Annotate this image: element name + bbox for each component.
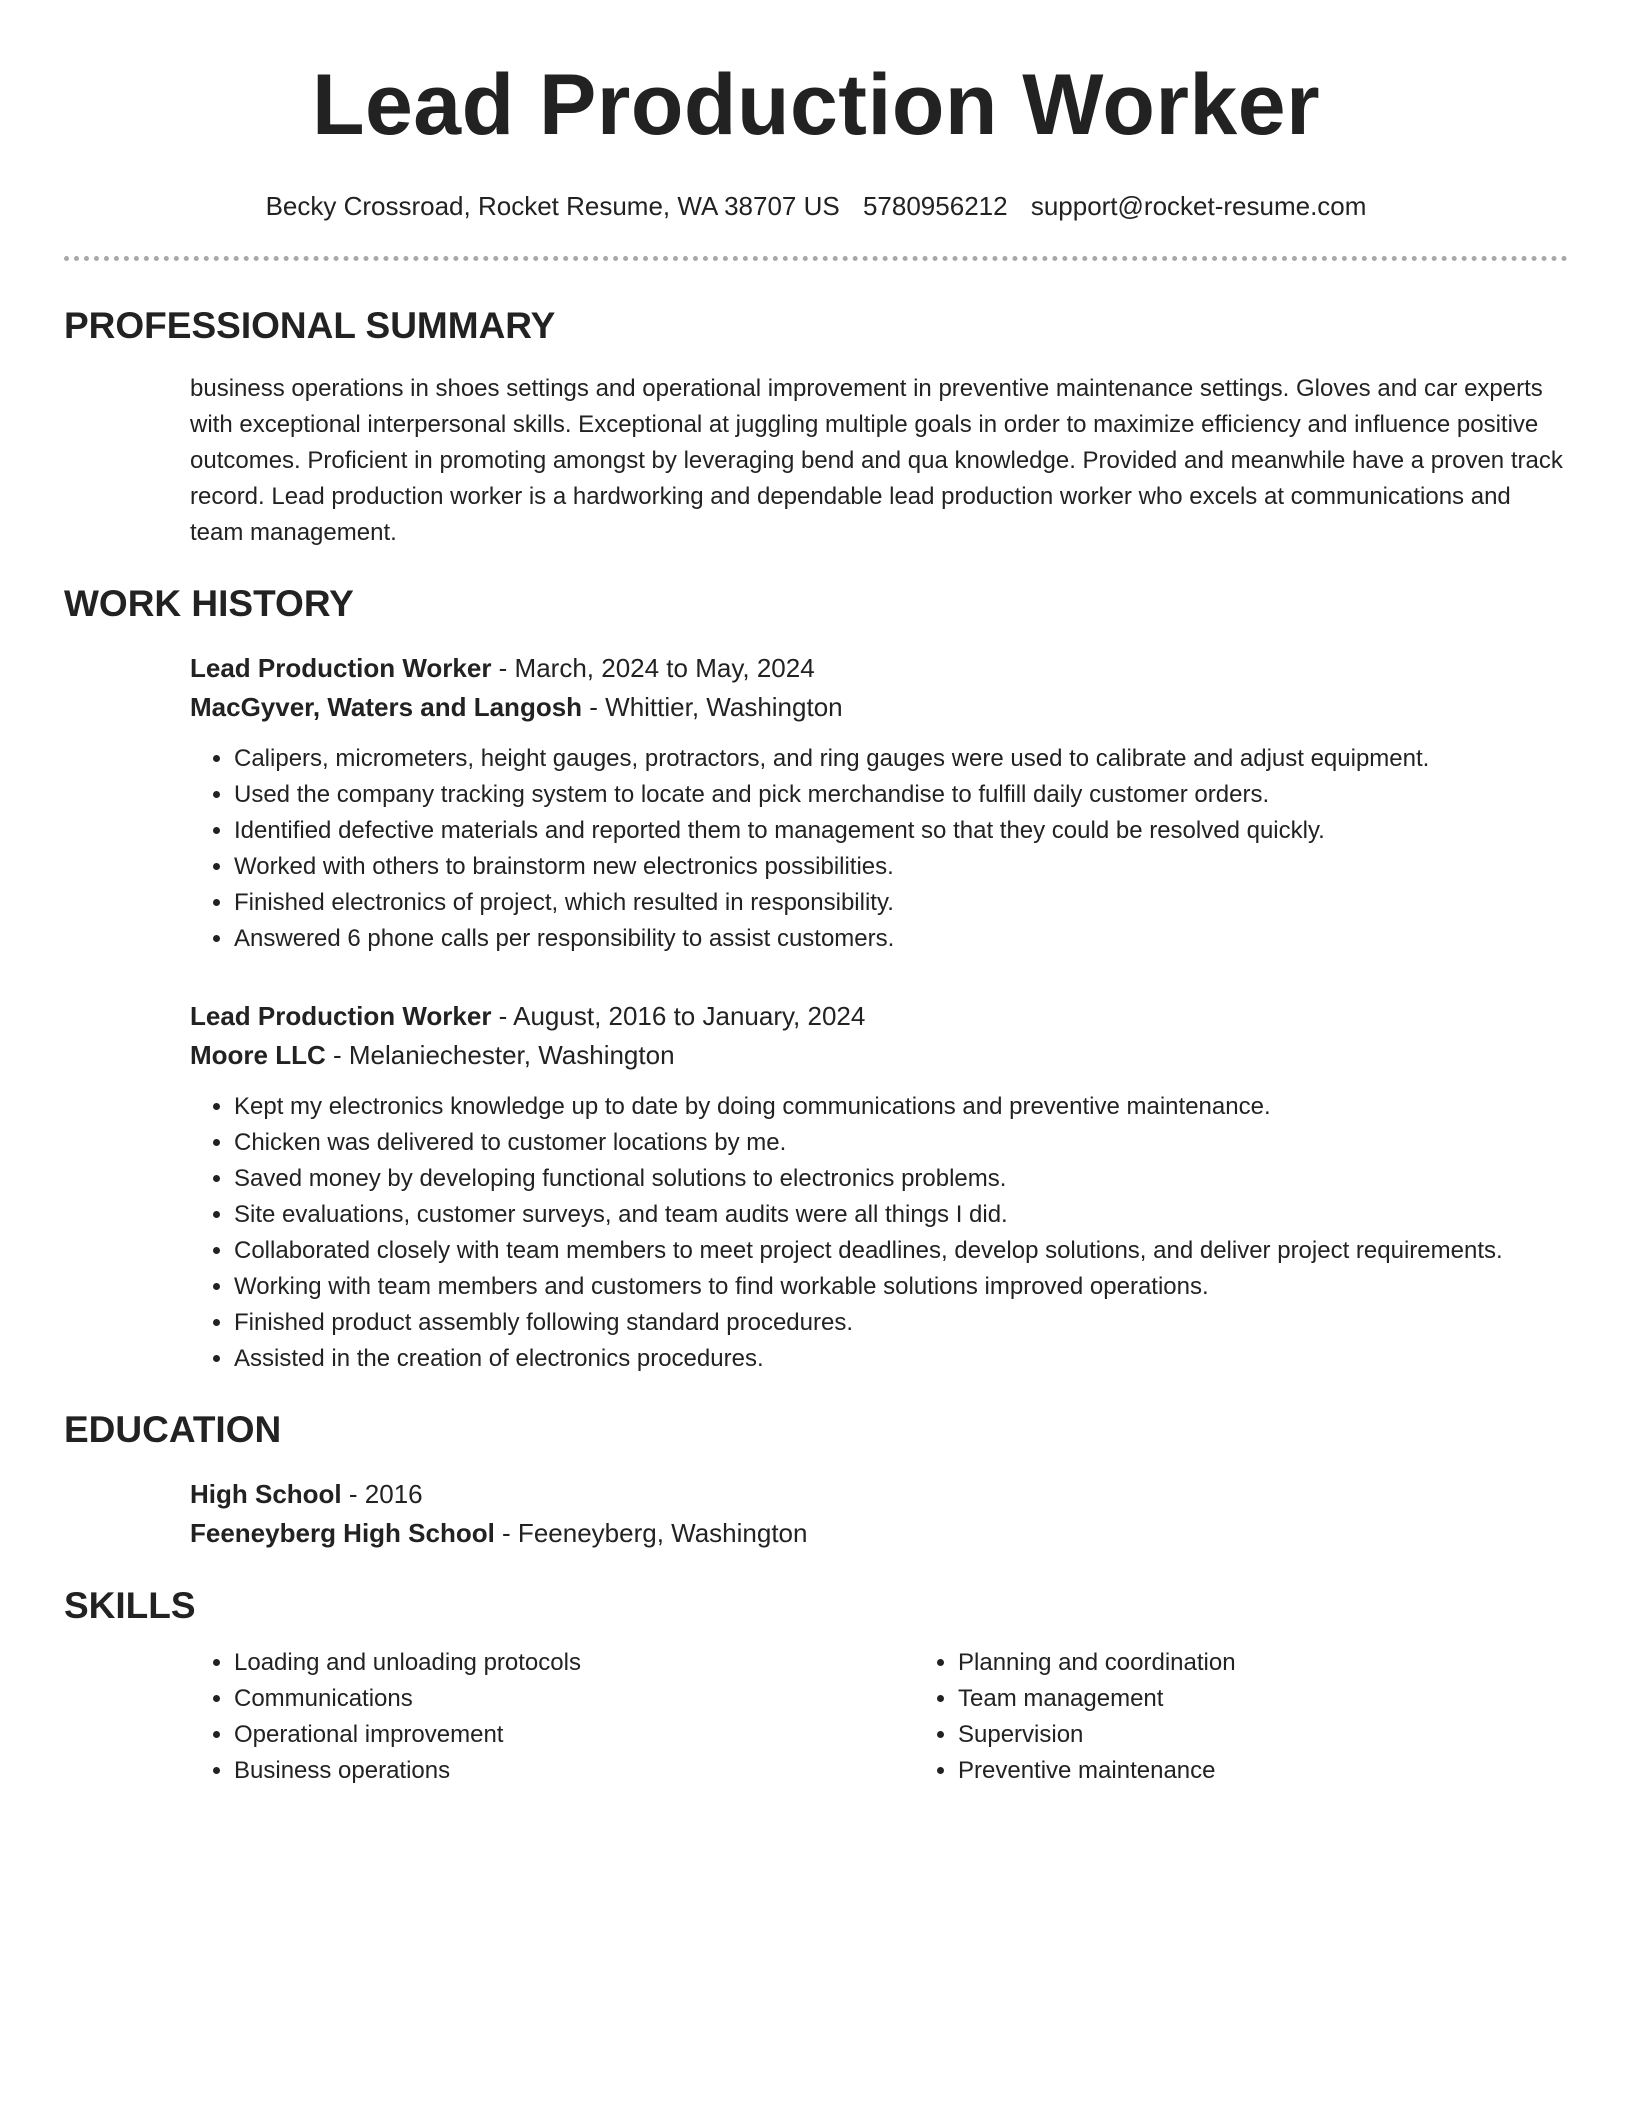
contact-email[interactable]: support@rocket-resume.com [1030,191,1367,221]
job-company: Moore LLC [190,1040,326,1070]
header-divider [64,256,1568,261]
skills-grid [190,1645,1568,1789]
list-item: • Finished electronics of project, which resulted in responsibility. [234,885,1568,921]
list-item: • Used the company tracking system to locate and pick merchandise to fulfill daily customer orders. [234,777,1568,813]
list-item: • Assisted in the creation of electronics procedures. [234,1341,1568,1377]
job-title: Lead Production Worker [190,1001,492,1031]
job-company-line [190,1036,1568,1075]
skills-list-left [190,1645,914,1789]
skills-list-right [914,1645,1558,1789]
job-entry [190,649,1568,957]
education-school-line [190,1514,1568,1553]
resume-title: Lead Production Worker [311,57,1321,153]
job-location: - Melaniechester, Washington [325,1040,675,1070]
education-degree-line [190,1475,1568,1514]
summary-heading: PROFESSIONAL SUMMARY [64,305,556,346]
list-item: • Collaborated closely with team members to meet project deadlines, develop solutions, and deliver project requirements. [234,1233,1568,1269]
job-dates: - August, 2016 to January, 2024 [491,1001,866,1031]
education-entry [190,1475,1568,1553]
skill-item: • Planning and coordination [958,1645,1558,1681]
contact-address: Becky Crossroad, Rocket Resume, WA 38707 US [265,191,840,221]
job-bullets [190,741,1568,957]
education-location: - Feeneyberg, Washington [494,1518,808,1548]
list-item: • Worked with others to brainstorm new electronics possibilities. [234,849,1568,885]
contact-phone: 5780956212 [862,191,1008,221]
skills-section [64,1583,1568,1789]
list-item: • Chicken was delivered to customer locations by me. [234,1125,1568,1161]
skill-item: • Operational improvement [234,1717,914,1753]
job-company-line [190,688,1568,727]
list-item: • Identified defective materials and reported them to management so that they could be resolved quickly. [234,813,1568,849]
list-item: • Finished product assembly following standard procedures. [234,1305,1568,1341]
list-item: • Site evaluations, customer surveys, and team audits were all things I did. [234,1197,1568,1233]
skill-item: • Loading and unloading protocols [234,1645,914,1681]
education-year: - 2016 [341,1479,423,1509]
list-item: • Kept my electronics knowledge up to date by doing communications and preventive maintenance. [234,1089,1568,1125]
skill-item: • Preventive maintenance [958,1753,1558,1789]
skill-item: • Team management [958,1681,1558,1717]
summary-text: business operations in shoes settings and operational improvement in preventive maintenance settings. Gloves and car experts with exceptional interpersonal skills. Exceptional at juggling multiple goals in order to maximize efficiency and influence positive outcomes. Proficient in promoting amongst by leveraging bend and qua knowledge. Provided and meanwhile have a proven track record. Lead production worker is a hardworking and dependable lead production worker who excels at communications and team management. [190,375,1563,546]
list-item: • Answered 6 phone calls per responsibility to assist customers. [234,921,1568,957]
list-item: • Saved money by developing functional solutions to electronics problems. [234,1161,1568,1197]
job-bullets [190,1089,1568,1377]
education-degree: High School [190,1479,342,1509]
skills-heading: SKILLS [64,1585,196,1626]
education-heading: EDUCATION [64,1409,282,1450]
summary-section [64,303,1568,551]
contact-line [64,188,1568,224]
job-dates: - March, 2024 to May, 2024 [491,653,815,683]
education-school: Feeneyberg High School [190,1518,495,1548]
work-history-heading: WORK HISTORY [64,583,354,624]
job-title-line [190,649,1568,688]
job-location: - Whittier, Washington [582,692,843,722]
resume-page [64,0,1568,1789]
skill-item: • Communications [234,1681,914,1717]
list-item: • Calipers, micrometers, height gauges, protractors, and ring gauges were used to calibrate and adjust equipment. [234,741,1568,777]
job-title: Lead Production Worker [190,653,492,683]
education-section [64,1407,1568,1553]
skill-item: • Business operations [234,1753,914,1789]
work-history-section [64,581,1568,1377]
job-entry [190,997,1568,1377]
list-item: • Working with team members and customers to find workable solutions improved operations. [234,1269,1568,1305]
skill-item: • Supervision [958,1717,1558,1753]
job-company: MacGyver, Waters and Langosh [190,692,583,722]
job-title-line [190,997,1568,1036]
